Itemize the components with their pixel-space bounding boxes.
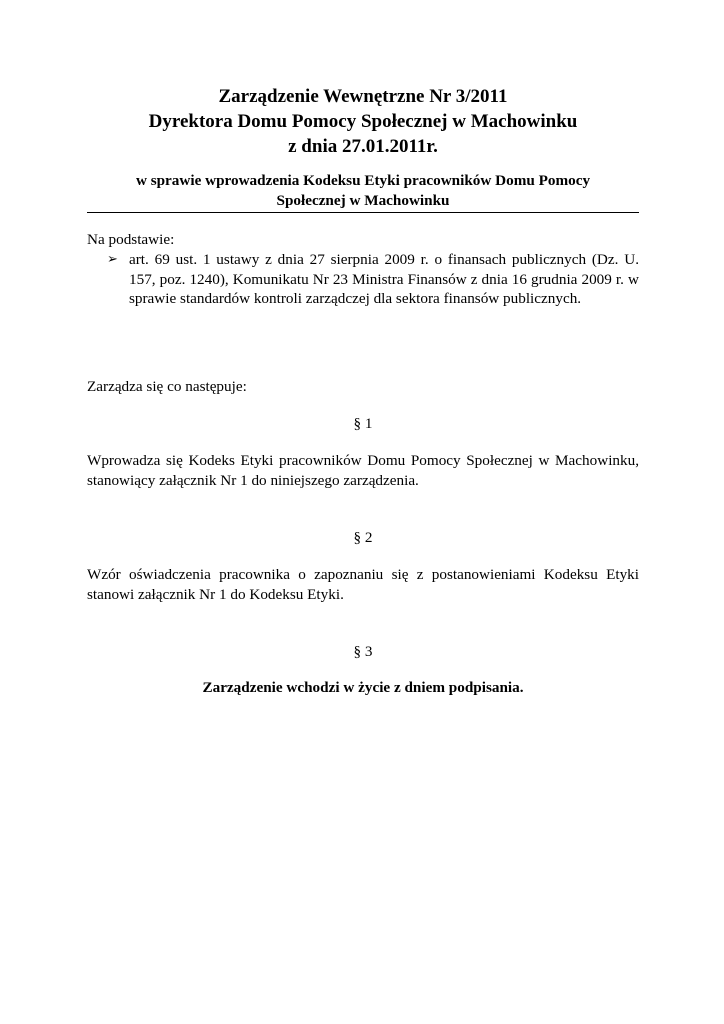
section-1-text: Wprowadza się Kodeks Etyki pracowników Domu Pomocy Społecznej w Machowinku, stanowiący załącznik Nr 1 do niniejszego zarządzenia. bbox=[87, 451, 639, 489]
document-page bbox=[87, 84, 639, 698]
title-line-2: Dyrektora Domu Pomocy Społecznej w Machowinku bbox=[148, 111, 578, 132]
legal-basis-list bbox=[87, 250, 639, 309]
document-subject bbox=[87, 171, 639, 213]
section-3-text: Zarządzenie wchodzi w życie z dniem podpisania. bbox=[202, 678, 524, 696]
subject-line-2: Społecznej w Machowinku bbox=[276, 192, 450, 209]
arrow-bullet-icon: ➢ bbox=[107, 252, 118, 267]
section-2-sign: § 2 bbox=[353, 528, 373, 546]
document-title bbox=[87, 84, 639, 159]
legal-basis-label: Na podstawie: bbox=[87, 231, 175, 248]
subject-line-1: w sprawie wprowadzenia Kodeksu Etyki pracowników Domu Pomocy bbox=[135, 172, 591, 189]
section-2-text: Wzór oświadczenia pracownika o zapoznaniu się z postanowieniami Kodeksu Etyki stanowi załącznik Nr 1 do Kodeksu Etyki. bbox=[87, 565, 639, 603]
orders-intro: Zarządza się co następuje: bbox=[87, 377, 247, 395]
section-1-sign: § 1 bbox=[353, 414, 373, 432]
section-3-sign: § 3 bbox=[353, 642, 373, 660]
title-line-1: Zarządzenie Wewnętrzne Nr 3/2011 bbox=[218, 86, 508, 107]
title-line-3: z dnia 27.01.2011r. bbox=[288, 136, 438, 157]
legal-basis-item bbox=[87, 250, 639, 309]
legal-basis-text: art. 69 ust. 1 ustawy z dnia 27 sierpnia 2009 r. o finansach publicznych (Dz. U. 157, poz. 1240), Komunikatu Nr 23 Ministra Finansów z dnia 16 grudnia 2009 r. w sprawie standardów kontroli zarządczej dla sektora finansów publicznych. bbox=[129, 251, 639, 307]
